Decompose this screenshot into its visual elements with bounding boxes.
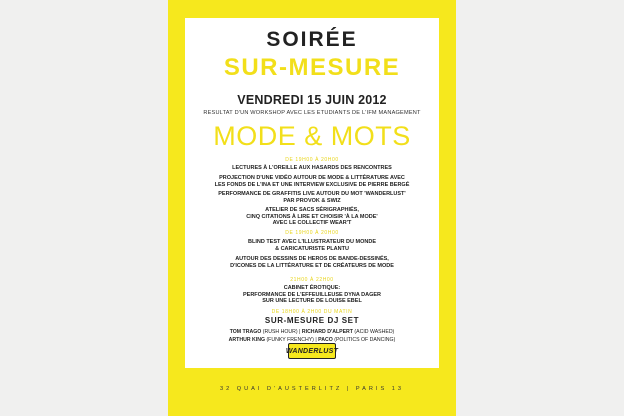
dj-line: ARTHUR KING (FUNKY FRENCHY) | PACO (POLITICS OF DANCING) (228, 337, 396, 343)
dj-name: RICHARD D'ALPERT (301, 329, 353, 335)
poster-title: SOIRÉE (266, 28, 358, 51)
dj-name: TOM TRAGO (229, 329, 262, 335)
dj-line: TOM TRAGO (RUSH HOUR) | RICHARD D'ALPERT (ACID WASHED) (229, 329, 395, 335)
program-item: PROJECTION D'UNE VIDÉO AUTOUR DE MODE & LITTÉRATURE AVEC LES FONDS DE L'INA ET UNE INTERVIEW EXCLUSIVE DE PIERRE BERGÉ (214, 175, 410, 188)
program-item: ATELIER DE SACS SÉRIGRAPHIÉS, CINQ CITATIONS À LIRE ET CHOISIR 'À LA MODE' AVEC LE COLLECTIF WEAR'T (246, 207, 378, 227)
dj-name: ARTHUR KING (228, 337, 265, 343)
dj-crew: (FUNKY FRENCHY) (266, 337, 314, 343)
poster-card (185, 18, 439, 368)
time-slot: DE 19H00 À 20H00 (285, 230, 339, 236)
program-item: LECTURES À L'OREILLE AUX HASARDS DES RENCONTRES (232, 165, 392, 171)
wanderlust-logo: WANDERLUST (288, 343, 336, 359)
dj-crew: (POLITICS OF DANCING) (334, 337, 396, 343)
program-item: BLIND TEST AVEC L'ILLUSTRATEUR DU MONDE & CARICATURISTE PLANTU (247, 239, 376, 252)
dj-name: PACO (318, 337, 333, 343)
event-headline: MODE & MOTS (213, 121, 411, 151)
event-date: VENDREDI 15 JUIN 2012 (237, 93, 387, 107)
event-subtitle: RESULTAT D'UN WORKSHOP AVEC LES ETUDIANTS DE L'IFM MANAGEMENT (203, 110, 421, 116)
time-slot: DE 18H00 À 2H00 DU MATIN (271, 309, 353, 315)
dj-set-title: SUR-MESURE DJ SET (264, 316, 360, 325)
time-slot: DE 19H00 À 20H00 (285, 157, 339, 163)
venue-address: 32 QUAI D'AUSTERLITZ | PARIS 13 (219, 386, 404, 392)
dj-crew: (RUSH HOUR) (262, 329, 298, 335)
dj-crew: (ACID WASHED) (354, 329, 395, 335)
program-item: PERFORMANCE DE GRAFFITIS LIVE AUTOUR DU MOT 'WANDERLUST' PAR PROVOK & SWIZ (218, 191, 406, 204)
program-item: AUTOUR DES DESSINS DE HEROS DE BANDE-DESSINÉS, D'ICONES DE LA LITTÉRATURE ET DE CRÉATEURS DE MODE (230, 256, 394, 269)
time-slot: 21H00 À 22H00 (290, 277, 334, 283)
poster-title-highlight: SUR-MESURE (223, 54, 401, 81)
program-item: CABINET ÉROTIQUE: PERFORMANCE DE L'EFFEUILLEUSE DYNA DAGER SUR UNE LECTURE DE LOUISE EBEL (243, 285, 381, 305)
